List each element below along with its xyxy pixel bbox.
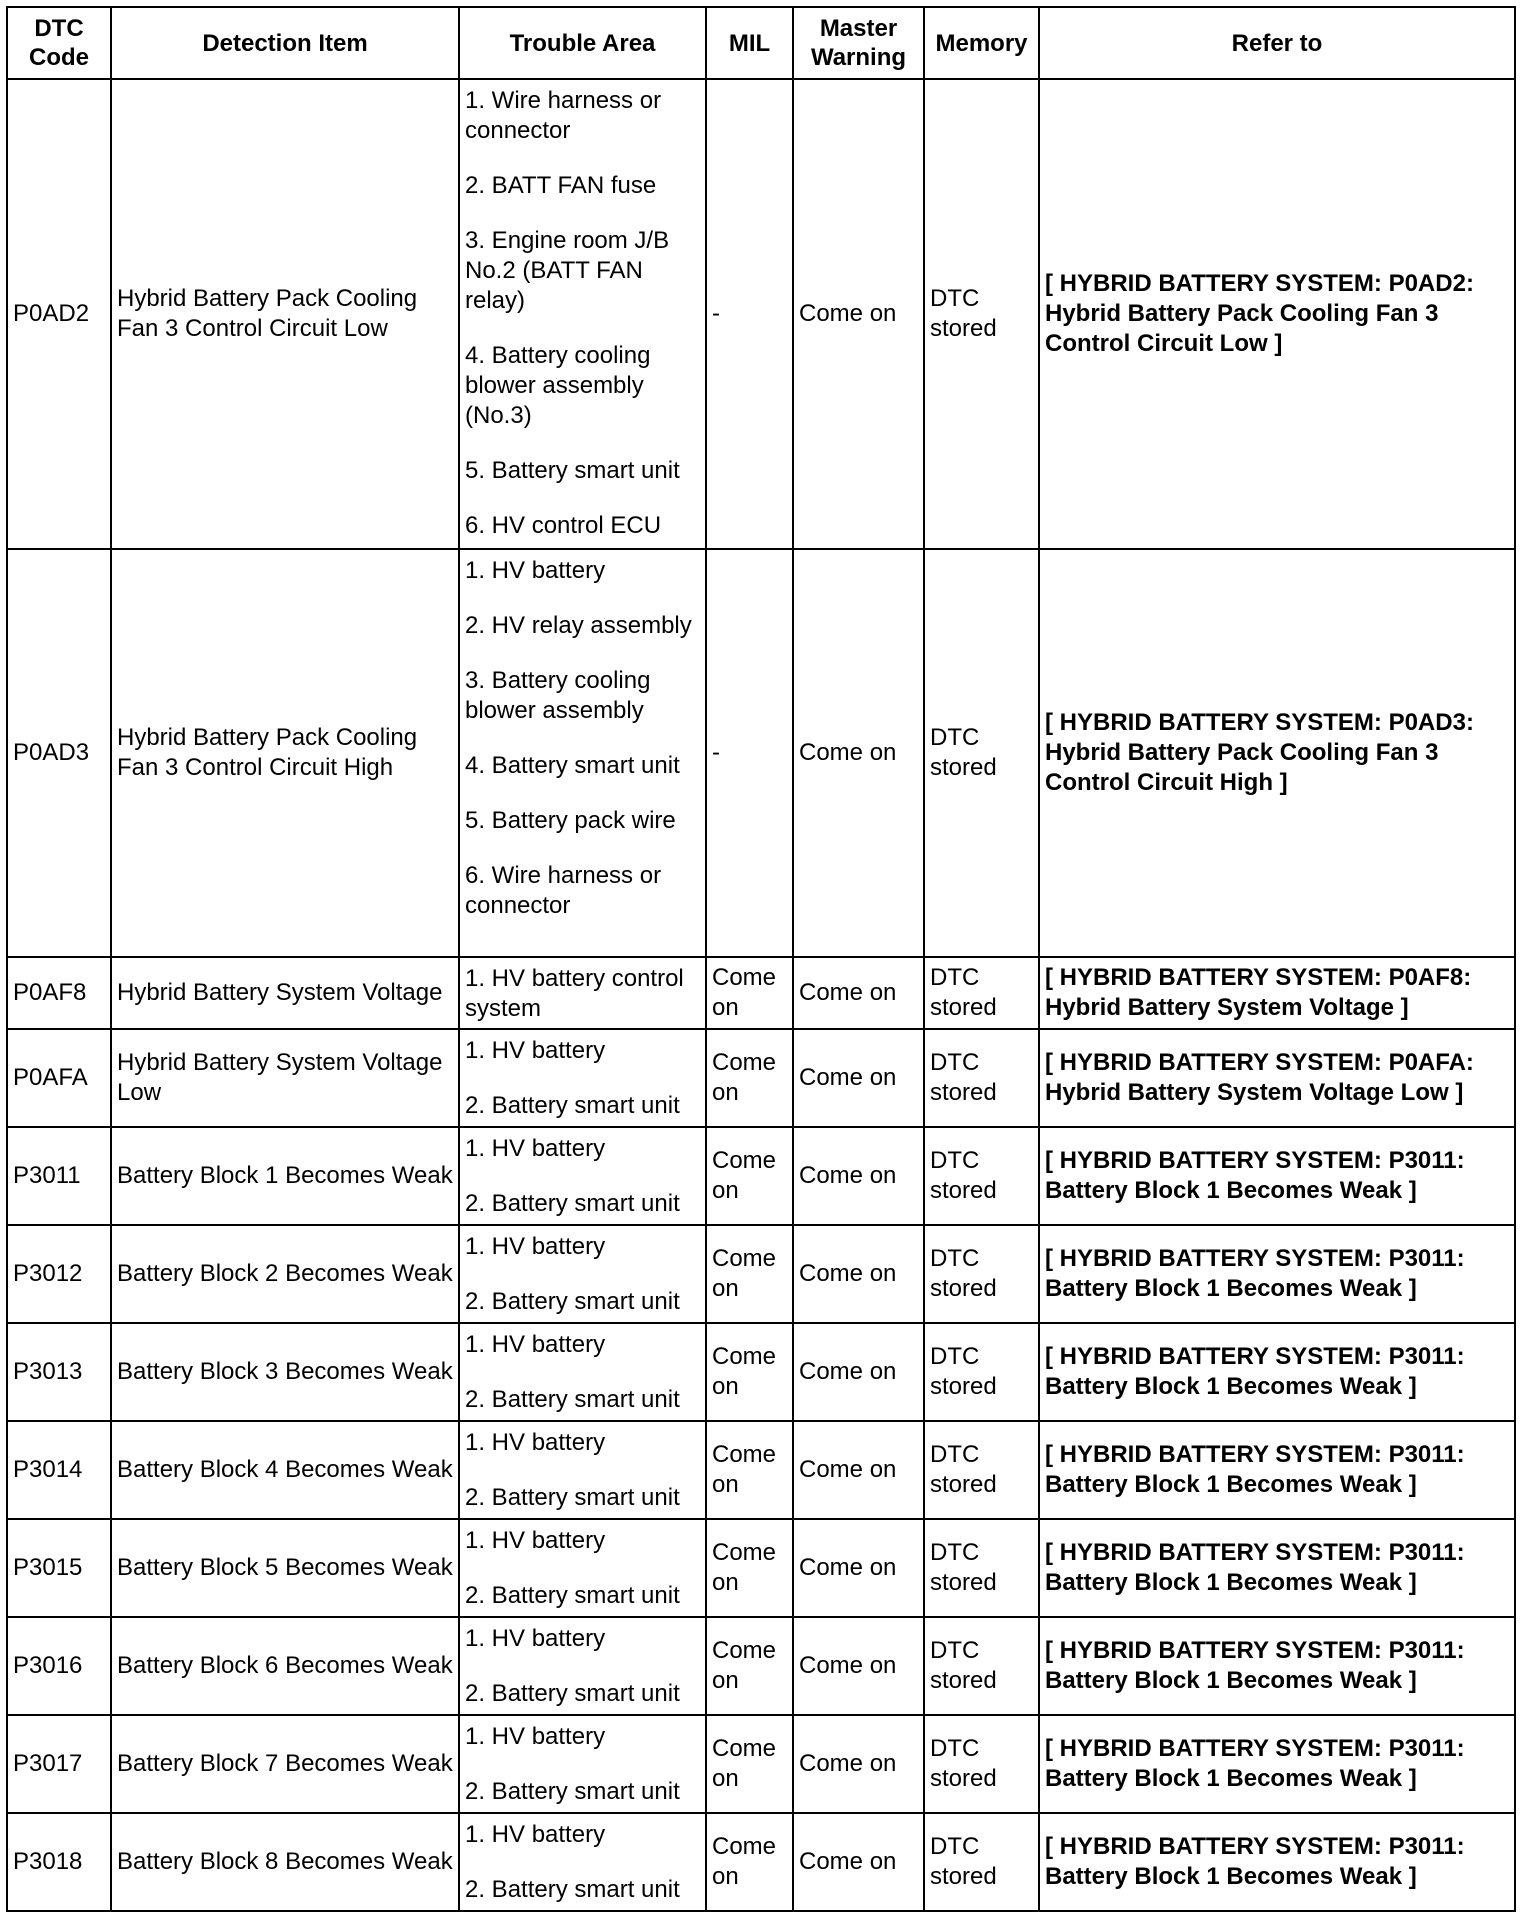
trouble-area-cell (459, 1519, 706, 1617)
detection-item-cell: Battery Block 4 Becomes Weak (111, 1421, 459, 1519)
trouble-area-cell (459, 957, 706, 1029)
header-row (7, 7, 1515, 79)
trouble-area-item: 1. HV battery control system (465, 965, 684, 1022)
trouble-area-item: 6. HV control ECU (465, 512, 662, 539)
refer-to-link: [ HYBRID BATTERY SYSTEM: P3011: Battery Block 1 Becomes Weak ] (1039, 1225, 1515, 1323)
dtc-code-cell: P0AD2 (7, 79, 111, 549)
trouble-area-cell (459, 549, 706, 957)
detection-item-cell: Battery Block 7 Becomes Weak (111, 1715, 459, 1813)
mil-cell: - (706, 549, 793, 957)
dtc-code-cell: P3011 (7, 1127, 111, 1225)
master-warning-cell: Come on (793, 1421, 924, 1519)
table-row (7, 1029, 1515, 1127)
memory-cell: DTC stored (924, 957, 1039, 1029)
table-row (7, 1617, 1515, 1715)
trouble-area-item: 2. BATT FAN fuse (465, 172, 657, 199)
detection-item-cell: Hybrid Battery Pack Cooling Fan 3 Control Circuit Low (111, 79, 459, 549)
dtc-code-cell: P3013 (7, 1323, 111, 1421)
master-warning-cell: Come on (793, 1519, 924, 1617)
dtc-code-cell: P3012 (7, 1225, 111, 1323)
dtc-code-cell: P0AFA (7, 1029, 111, 1127)
mil-cell: Come on (706, 1127, 793, 1225)
dtc-table (6, 6, 1516, 1912)
refer-to-link: [ HYBRID BATTERY SYSTEM: P0AD2: Hybrid Battery Pack Cooling Fan 3 Control Circuit Low ] (1039, 79, 1515, 549)
memory-cell: DTC stored (924, 1617, 1039, 1715)
header-label: MIL (728, 29, 771, 57)
refer-to-link: [ HYBRID BATTERY SYSTEM: P0AFA: Hybrid Battery System Voltage Low ] (1039, 1029, 1515, 1127)
memory-cell: DTC stored (924, 1715, 1039, 1813)
trouble-area-item: 4. Battery cooling blower assembly (No.3) (465, 342, 651, 429)
trouble-area-item: 1. HV battery (465, 1429, 606, 1456)
table-row (7, 1127, 1515, 1225)
header-label: Detection Item (202, 29, 368, 57)
refer-to-link: [ HYBRID BATTERY SYSTEM: P0AF8: Hybrid Battery System Voltage ] (1039, 957, 1515, 1029)
master-warning-cell: Come on (793, 549, 924, 957)
trouble-area-item: 2. Battery smart unit (465, 1778, 680, 1805)
mil-cell: Come on (706, 1813, 793, 1911)
trouble-area-item: 2. Battery smart unit (465, 1288, 680, 1315)
trouble-area-item: 2. Battery smart unit (465, 1092, 680, 1119)
refer-to-link: [ HYBRID BATTERY SYSTEM: P0AD3: Hybrid Battery Pack Cooling Fan 3 Control Circuit High ] (1039, 549, 1515, 957)
memory-cell: DTC stored (924, 1421, 1039, 1519)
trouble-area-item: 3. Engine room J/B No.2 (BATT FAN relay) (465, 227, 670, 314)
trouble-area-item: 5. Battery pack wire (465, 807, 676, 834)
trouble-area-cell (459, 1323, 706, 1421)
mil-cell: Come on (706, 1323, 793, 1421)
trouble-area-item: 2. Battery smart unit (465, 1484, 680, 1511)
refer-to-link: [ HYBRID BATTERY SYSTEM: P3011: Battery Block 1 Becomes Weak ] (1039, 1519, 1515, 1617)
trouble-area-item: 1. HV battery (465, 1723, 606, 1750)
detection-item-cell: Battery Block 8 Becomes Weak (111, 1813, 459, 1911)
trouble-area-item: 1. HV battery (465, 557, 606, 584)
trouble-area-item: 4. Battery smart unit (465, 752, 680, 779)
mil-cell: Come on (706, 1029, 793, 1127)
trouble-area-cell (459, 1225, 706, 1323)
master-warning-cell: Come on (793, 1323, 924, 1421)
trouble-area-item: 1. HV battery (465, 1625, 606, 1652)
trouble-area-item: 1. HV battery (465, 1233, 606, 1260)
trouble-area-item: 2. Battery smart unit (465, 1386, 680, 1413)
col-detection-item-header (111, 7, 459, 79)
refer-to-link: [ HYBRID BATTERY SYSTEM: P3011: Battery Block 1 Becomes Weak ] (1039, 1323, 1515, 1421)
trouble-area-item: 2. Battery smart unit (465, 1680, 680, 1707)
detection-item-cell: Battery Block 1 Becomes Weak (111, 1127, 459, 1225)
trouble-area-cell (459, 1715, 706, 1813)
refer-to-link: [ HYBRID BATTERY SYSTEM: P3011: Battery Block 1 Becomes Weak ] (1039, 1813, 1515, 1911)
master-warning-cell: Come on (793, 1715, 924, 1813)
memory-cell: DTC stored (924, 549, 1039, 957)
trouble-area-cell (459, 1127, 706, 1225)
trouble-area-item: 6. Wire harness or connector (465, 862, 662, 919)
trouble-area-item: 1. HV battery (465, 1527, 606, 1554)
trouble-area-item: 1. HV battery (465, 1037, 606, 1064)
memory-cell: DTC stored (924, 1519, 1039, 1617)
table-row (7, 549, 1515, 957)
header-label: Master (819, 15, 898, 42)
detection-item-cell: Hybrid Battery Pack Cooling Fan 3 Control Circuit High (111, 549, 459, 957)
table-body (7, 79, 1515, 1911)
trouble-area-item: 2. Battery smart unit (465, 1190, 680, 1217)
trouble-area-item: 2. Battery smart unit (465, 1876, 680, 1903)
table-row (7, 1225, 1515, 1323)
trouble-area-cell (459, 1813, 706, 1911)
refer-to-link: [ HYBRID BATTERY SYSTEM: P3011: Battery Block 1 Becomes Weak ] (1039, 1421, 1515, 1519)
memory-cell: DTC stored (924, 1225, 1039, 1323)
detection-item-cell: Battery Block 5 Becomes Weak (111, 1519, 459, 1617)
trouble-area-item: 2. HV relay assembly (465, 612, 692, 639)
trouble-area-item: 1. HV battery (465, 1331, 606, 1358)
refer-to-link: [ HYBRID BATTERY SYSTEM: P3011: Battery Block 1 Becomes Weak ] (1039, 1127, 1515, 1225)
master-warning-cell: Come on (793, 1225, 924, 1323)
trouble-area-item: 1. Wire harness or connector (465, 87, 662, 144)
table-row (7, 1323, 1515, 1421)
master-warning-cell: Come on (793, 1813, 924, 1911)
dtc-code-cell: P0AF8 (7, 957, 111, 1029)
mil-cell: Come on (706, 1421, 793, 1519)
detection-item-cell: Battery Block 3 Becomes Weak (111, 1323, 459, 1421)
col-dtc-code-header (7, 7, 111, 79)
detection-item-cell: Battery Block 6 Becomes Weak (111, 1617, 459, 1715)
trouble-area-item: 1. HV battery (465, 1821, 606, 1848)
dtc-code-cell: P3014 (7, 1421, 111, 1519)
trouble-area-item: 5. Battery smart unit (465, 457, 680, 484)
detection-item-cell: Battery Block 2 Becomes Weak (111, 1225, 459, 1323)
col-master-warning-header (793, 7, 924, 79)
mil-cell: Come on (706, 1519, 793, 1617)
dtc-code-cell: P0AD3 (7, 549, 111, 957)
mil-cell: - (706, 79, 793, 549)
mil-cell: Come on (706, 1225, 793, 1323)
table-row (7, 1813, 1515, 1911)
mil-cell: Come on (706, 957, 793, 1029)
trouble-area-cell (459, 79, 706, 549)
table-row (7, 1519, 1515, 1617)
col-memory-header (924, 7, 1039, 79)
table-row (7, 1421, 1515, 1519)
memory-cell: DTC stored (924, 1323, 1039, 1421)
dtc-code-cell: P3015 (7, 1519, 111, 1617)
memory-cell: DTC stored (924, 1127, 1039, 1225)
memory-cell: DTC stored (924, 1813, 1039, 1911)
memory-cell: DTC stored (924, 1029, 1039, 1127)
refer-to-link: [ HYBRID BATTERY SYSTEM: P3011: Battery Block 1 Becomes Weak ] (1039, 1617, 1515, 1715)
table-row (7, 957, 1515, 1029)
header-label: DTC (34, 15, 84, 42)
dtc-code-cell: P3017 (7, 1715, 111, 1813)
mil-cell: Come on (706, 1715, 793, 1813)
dtc-code-cell: P3018 (7, 1813, 111, 1911)
refer-to-link: [ HYBRID BATTERY SYSTEM: P3011: Battery Block 1 Becomes Weak ] (1039, 1715, 1515, 1813)
trouble-area-item: 1. HV battery (465, 1135, 606, 1162)
mil-cell: Come on (706, 1617, 793, 1715)
master-warning-cell: Come on (793, 1029, 924, 1127)
memory-cell: DTC stored (924, 79, 1039, 549)
table-header (7, 7, 1515, 79)
trouble-area-item: 3. Battery cooling blower assembly (465, 667, 651, 724)
master-warning-cell: Come on (793, 1127, 924, 1225)
master-warning-cell: Come on (793, 79, 924, 549)
col-trouble-area-header (459, 7, 706, 79)
col-refer-to-header (1039, 7, 1515, 79)
detection-item-cell: Hybrid Battery System Voltage Low (111, 1029, 459, 1127)
header-label: Warning (810, 44, 907, 71)
table-row (7, 79, 1515, 549)
master-warning-cell: Come on (793, 957, 924, 1029)
detection-item-cell: Hybrid Battery System Voltage (111, 957, 459, 1029)
table-row (7, 1715, 1515, 1813)
header-label: Code (29, 44, 89, 71)
col-mil-header (706, 7, 793, 79)
trouble-area-cell (459, 1617, 706, 1715)
header-label: Refer to (1231, 29, 1323, 57)
master-warning-cell: Come on (793, 1617, 924, 1715)
header-label: Trouble Area (509, 29, 656, 57)
header-label: Memory (935, 29, 1028, 57)
dtc-code-cell: P3016 (7, 1617, 111, 1715)
trouble-area-cell (459, 1421, 706, 1519)
trouble-area-cell (459, 1029, 706, 1127)
trouble-area-item: 2. Battery smart unit (465, 1582, 680, 1609)
